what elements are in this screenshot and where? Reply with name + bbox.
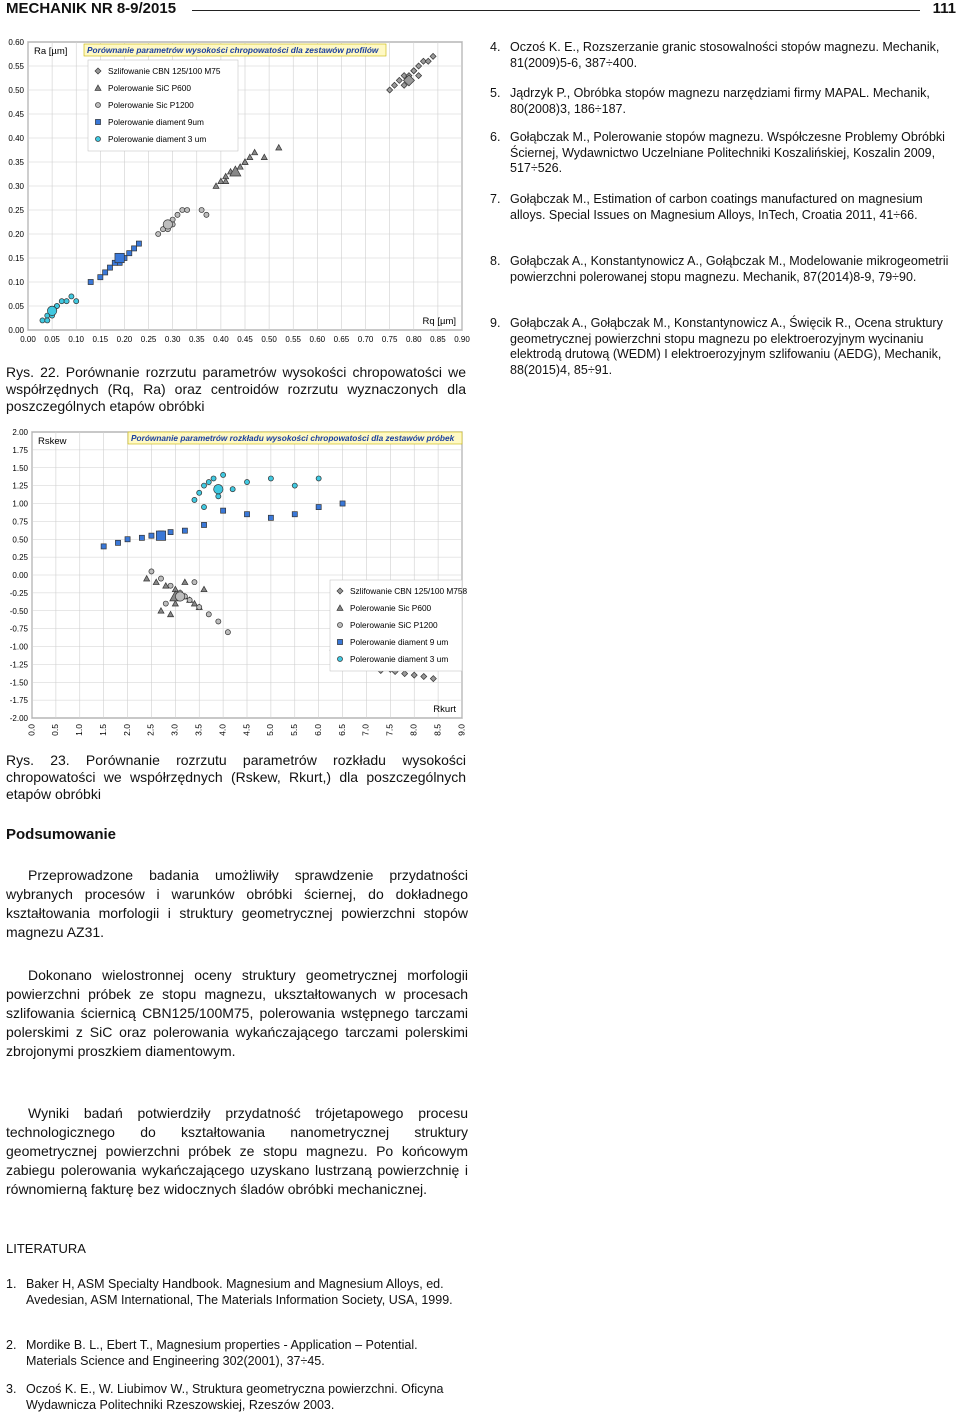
reference-text: Gołąbczak A., Gołąbczak M., Konstantynowicz A., Święcik R., Ocena struktury geometrycznej powierzchni stopu magnezu po elektroerozyjnym wycinaniu elektrodą drutową (WEDM) I elektroerozyjnym szlifowaniu (AEDG), Mechanik, 88(2015)4, 85÷91. <box>510 316 943 377</box>
data-point <box>192 497 197 502</box>
chart-title: Porównanie parametrów wysokości chropowatości dla zestawów profilów <box>87 45 379 55</box>
legend-label: Polerowanie diament 3 um <box>350 654 449 664</box>
x-tick-label: 0.05 <box>44 335 60 344</box>
reference-item <box>490 192 958 223</box>
data-point <box>216 494 221 499</box>
reference-text: Oczoś K. E., Rozszerzanie granic stosowalności stopów magnezu. Mechanik, 81(2009)5-6, 387÷400. <box>510 40 940 70</box>
x-tick-label: 5.0 <box>265 724 276 736</box>
data-point <box>206 480 211 485</box>
data-point <box>206 612 211 617</box>
data-point <box>74 299 79 304</box>
x-tick-label: 0.10 <box>68 335 85 344</box>
figure-22-caption-text: Rys. 22. Porównanie rozrzutu parametrów wysokości chropowatości we współrzędnych (Rq, Ra) oraz centroidów rozrzutu wyznaczonych dla poszczególnych etapów obróbki <box>6 364 466 414</box>
reference-text: Gołąbczak M., Estimation of carbon coatings manufactured on magnesium alloys. Special Issues on Magnesium Alloys, InTech, Croatia 2011, 41÷66. <box>510 192 923 222</box>
x-tick-label: 0.85 <box>430 335 446 344</box>
chart-ra-rq-svg <box>4 38 470 350</box>
reference-number: 3. <box>6 1382 17 1396</box>
legend-label: Polerowanie Sic P600 <box>350 603 432 613</box>
reference-text: Jądrzyk P., Obróbka stopów magnezu narzędziami firmy MAPAL. Mechanik, 80(2008)3, 186÷187. <box>510 86 930 116</box>
centroid-point <box>115 253 124 262</box>
summary-paragraph-1 <box>6 866 468 942</box>
centroid-point <box>163 220 172 229</box>
reference-text: Oczoś K. E., W. Liubimov W., Struktura geometryczna powierzchni. Oficyna Wydawnicza Politechniki Rzeszowskiej, Rzeszów 2003. <box>26 1382 444 1412</box>
data-point <box>201 522 206 527</box>
x-tick-label: 0.50 <box>261 335 277 344</box>
data-point <box>199 207 204 212</box>
reference-number: 5. <box>490 86 501 100</box>
data-point <box>221 472 226 477</box>
reference-item <box>490 86 958 117</box>
centroid-point <box>156 531 165 540</box>
data-point <box>107 265 112 270</box>
legend-label: Polerowanie diament 9um <box>108 117 204 127</box>
reference-item <box>490 40 958 71</box>
reference-number: 6. <box>490 130 501 144</box>
x-tick-label: 5.5 <box>289 724 300 736</box>
y-tick-label: 0.15 <box>8 254 24 263</box>
reference-number: 8. <box>490 254 501 268</box>
x-tick-label: 8.5 <box>432 724 443 736</box>
chart-rskew-rkurt-svg <box>4 428 466 744</box>
data-point <box>316 505 321 510</box>
data-point <box>149 569 154 574</box>
data-point <box>136 241 141 246</box>
x-tick-label: 1.5 <box>97 724 108 736</box>
summary-paragraph-3-text: Wyniki badań potwierdziły przydatność trójetapowego procesu technologicznego do kształtowania nanometrycznej struktury geometrycznej powierzchni próbek ze stopu magnezu. Po końcowym zabiegu polerowania wykańczającego uzyskano lustrzaną powierzchnię i równomierną fakturę bez widocznych śladów obróbki mechanicznej. <box>6 1105 468 1197</box>
data-point <box>201 483 206 488</box>
x-tick-label: 2.5 <box>145 724 156 736</box>
y-tick-label: 0.25 <box>8 206 24 215</box>
y-tick-label: -1.50 <box>9 678 28 688</box>
data-point <box>192 580 197 585</box>
summary-paragraph-1-text: Przeprowadzone badania umożliwiły sprawdzenie przydatności wybranych procesów i warunków obróbki ściernej, do dokładnego kształtowania morfologii i struktury geometrycznej powierzchni stopów magnezu AZ31. <box>6 867 468 940</box>
reference-text: Gołąbczak A., Konstantynowicz A., Gołąbczak M., Modelowanie mikrogeometrii powierzchni polerowanej stopu magnezu. Mechanik, 87(2014)8-9, 79÷90. <box>510 254 949 284</box>
literature-heading: LITERATURA <box>6 1241 86 1256</box>
data-point <box>221 508 226 513</box>
legend-marker <box>95 136 100 141</box>
data-point <box>168 583 173 588</box>
data-point <box>163 601 168 606</box>
legend-label: Szlifowanie CBN 125/100 M75 <box>108 66 221 76</box>
y-tick-label: 1.50 <box>12 463 28 473</box>
summary-paragraph-2-text: Dokonano wielostronnej oceny struktury geometrycznej morfologii powierzchni próbek ze stopu magnezu, ukształtowanych w procesach szlifowania ściernicą CBN125/100M75, polerowania wstępnego tarczami polerskimi z SiC oraz polerowania wykańczającego tarczami polerskimi zbrojonymi proszkiem diamentowym. <box>6 967 468 1059</box>
x-tick-label: 7.0 <box>360 724 371 736</box>
y-tick-label: 0.55 <box>8 62 24 71</box>
y-tick-label: -0.50 <box>9 606 28 616</box>
x-tick-label: 0.55 <box>285 335 302 344</box>
y-tick-label: -1.75 <box>9 696 28 706</box>
x-tick-label: 3.0 <box>169 724 180 736</box>
x-tick-label: 0.40 <box>213 335 229 344</box>
data-point <box>168 530 173 535</box>
x-tick-label: 0.45 <box>237 335 253 344</box>
x-tick-label: 6.5 <box>336 724 347 736</box>
x-tick-label: 4.5 <box>241 724 252 736</box>
data-point <box>40 318 45 323</box>
legend-label: Szlifowanie CBN 125/100 M758 <box>350 586 468 596</box>
y-tick-label: 0.25 <box>12 553 28 563</box>
centroid-point <box>175 592 184 601</box>
data-point <box>182 528 187 533</box>
x-tick-label: 0.0 <box>26 724 37 736</box>
summary-paragraph-3 <box>6 1104 468 1199</box>
reference-item <box>6 1382 468 1413</box>
data-point <box>156 231 161 236</box>
x-tick-label: 0.65 <box>333 335 350 344</box>
centroid-point <box>47 306 56 315</box>
x-tick-label: 0.00 <box>20 335 36 344</box>
reference-item <box>490 316 958 378</box>
data-point <box>158 576 163 581</box>
legend-marker <box>337 639 342 644</box>
data-point <box>244 480 249 485</box>
data-point <box>115 540 120 545</box>
reference-item <box>6 1338 468 1369</box>
summary-paragraph-2 <box>6 966 468 1061</box>
y-tick-label: 0.45 <box>8 110 24 119</box>
y-tick-label: 2.00 <box>12 428 28 437</box>
data-point <box>197 605 202 610</box>
data-point <box>185 207 190 212</box>
data-point <box>175 212 180 217</box>
x-tick-label: 1.0 <box>74 724 85 736</box>
centroid-point <box>214 485 223 494</box>
y-tick-label: 1.25 <box>12 481 28 491</box>
y-tick-label: 1.75 <box>12 445 28 455</box>
data-point <box>268 476 273 481</box>
y-tick-label: -2.00 <box>9 714 28 723</box>
data-point <box>204 212 209 217</box>
reference-item <box>6 1277 468 1308</box>
reference-text: Gołąbczak M., Polerowanie stopów magnezu. Współczesne Problemy Obróbki Ściernej, Wydawnictwo Uczelniane Politechniki Koszalińskiej, Koszalin 2009, 517÷526. <box>510 130 945 175</box>
y-tick-label: -0.25 <box>9 588 28 598</box>
data-point <box>139 535 144 540</box>
y-tick-label: 0.50 <box>12 535 28 545</box>
data-point <box>292 512 297 517</box>
data-point <box>149 533 154 538</box>
reference-text: Mordike B. L., Ebert T., Magnesium properties - Application – Potential. Materials Science and Engineering 302(2001), 37÷45. <box>26 1338 418 1368</box>
data-point <box>268 515 273 520</box>
reference-number: 9. <box>490 316 501 330</box>
y-tick-label: 0.20 <box>8 230 24 239</box>
summary-heading: Podsumowanie <box>6 826 117 843</box>
x-tick-label: 0.30 <box>164 335 181 344</box>
y-tick-label: -1.00 <box>9 642 28 652</box>
data-point <box>88 279 93 284</box>
chart-rskew-rkurt <box>4 428 466 744</box>
reference-number: 7. <box>490 192 501 206</box>
reference-text: Baker H, ASM Specialty Handbook. Magnesium and Magnesium Alloys, ed. Avedesian, ASM International, The Materials Information Society, USA, 1999. <box>26 1277 453 1307</box>
legend-marker <box>95 119 100 124</box>
page-header <box>6 0 956 20</box>
x-tick-label: 4.0 <box>217 724 228 736</box>
data-point <box>98 275 103 280</box>
y-axis-label: Ra [µm] <box>34 46 68 57</box>
y-tick-label: 0.35 <box>8 158 24 167</box>
data-point <box>187 597 192 602</box>
chart-ra-rq <box>4 38 470 350</box>
x-tick-label: 0.20 <box>116 335 133 344</box>
y-tick-label: 0.75 <box>12 517 28 527</box>
data-point <box>125 537 130 542</box>
x-tick-label: 0.90 <box>454 335 470 344</box>
data-point <box>127 251 132 256</box>
data-point <box>211 476 216 481</box>
y-tick-label: -0.75 <box>9 624 28 634</box>
reference-item <box>490 254 958 285</box>
figure-22-caption <box>6 364 466 415</box>
data-point <box>316 476 321 481</box>
header-rule <box>192 10 920 11</box>
x-tick-label: 7.5 <box>384 724 395 736</box>
data-point <box>197 490 202 495</box>
x-tick-label: 3.5 <box>193 724 204 736</box>
x-tick-label: 0.60 <box>309 335 326 344</box>
reference-number: 1. <box>6 1277 17 1291</box>
chart-title: Porównanie parametrów rozkładu wysokości chropowatości dla zestawów próbek <box>131 433 455 443</box>
y-tick-label: 0.05 <box>8 302 24 311</box>
y-tick-label: 0.30 <box>8 182 24 191</box>
data-point <box>45 318 50 323</box>
x-tick-label: 8.0 <box>408 724 419 736</box>
legend-label: Polerowanie SiC P600 <box>108 83 192 93</box>
y-tick-label: 0.60 <box>8 38 24 47</box>
data-point <box>69 294 74 299</box>
x-tick-label: 0.15 <box>92 335 109 344</box>
figure-23-caption-text: Rys. 23. Porównanie rozrzutu parametrów rozkładu wysokości chropowatości we współrzędnych (Rskew, Rkurt,) dla poszczególnych etapów obróbki <box>6 752 466 802</box>
x-tick-label: 9.0 <box>456 724 467 736</box>
data-point <box>230 487 235 492</box>
legend-marker <box>95 102 100 107</box>
data-point <box>292 483 297 488</box>
data-point <box>132 246 137 251</box>
legend-marker <box>337 622 342 627</box>
data-point <box>180 207 185 212</box>
legend-marker <box>337 656 342 661</box>
x-tick-label: 0.75 <box>381 335 398 344</box>
figure-23-caption <box>6 752 466 803</box>
legend-label: Polerowanie SiC P1200 <box>350 620 438 630</box>
legend-label: Polerowanie diament 3 um <box>108 134 207 144</box>
reference-number: 2. <box>6 1338 17 1352</box>
x-tick-label: 0.5 <box>50 724 61 736</box>
x-axis-label: Rkurt <box>433 704 456 715</box>
x-tick-label: 0.70 <box>357 335 374 344</box>
y-axis-label: Rskew <box>38 436 67 447</box>
x-tick-label: 6.0 <box>312 724 323 736</box>
x-tick-label: 0.80 <box>405 335 422 344</box>
data-point <box>244 512 249 517</box>
y-tick-label: 1.00 <box>12 499 28 509</box>
data-point <box>201 505 206 510</box>
y-tick-label: -1.25 <box>9 660 28 670</box>
data-point <box>59 299 64 304</box>
y-tick-label: 0.50 <box>8 86 24 95</box>
x-tick-label: 2.0 <box>121 724 132 736</box>
y-tick-label: 0.40 <box>8 134 24 143</box>
legend-label: Polerowanie Sic P1200 <box>108 100 194 110</box>
data-point <box>101 544 106 549</box>
data-point <box>340 501 345 506</box>
x-axis-label: Rq [µm] <box>422 316 456 327</box>
data-point <box>103 270 108 275</box>
data-point <box>225 630 230 635</box>
journal-title: MECHANIK NR 8-9/2015 <box>6 0 177 17</box>
y-tick-label: 0.00 <box>8 326 24 335</box>
page-number: 111 <box>932 0 956 17</box>
y-tick-label: 0.00 <box>12 571 28 580</box>
y-tick-label: 0.10 <box>8 278 24 287</box>
reference-number: 4. <box>490 40 501 54</box>
data-point <box>216 619 221 624</box>
x-tick-label: 0.35 <box>188 335 205 344</box>
data-point <box>64 299 69 304</box>
reference-item <box>490 130 958 177</box>
legend-label: Polerowanie diament 9 um <box>350 637 449 647</box>
x-tick-label: 0.25 <box>140 335 157 344</box>
